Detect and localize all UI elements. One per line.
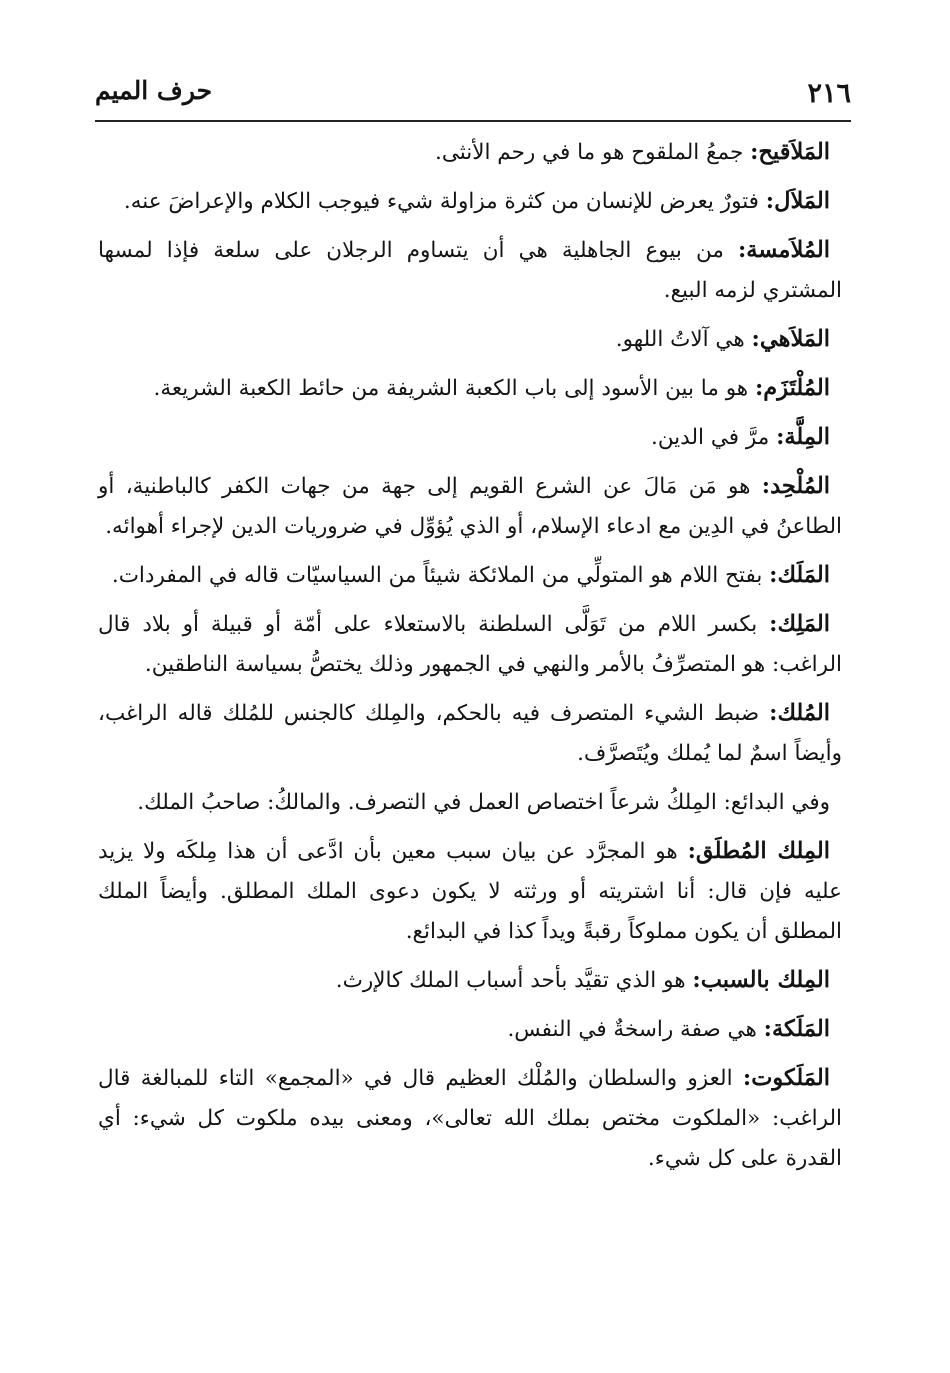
entry-term: المُلْتَزَم: bbox=[754, 375, 830, 401]
entry-term: المُلاَمسة: bbox=[737, 237, 830, 263]
entry-definition: هو الذي تقيَّد بأحد أسباب الملك كالإرث. bbox=[335, 968, 693, 993]
entry-definition: مرَّ في الدين. bbox=[650, 425, 777, 450]
entry-term: المَلاَهي: bbox=[751, 326, 830, 352]
entry-malaka bbox=[98, 1009, 842, 1050]
dictionary-body bbox=[98, 132, 842, 1187]
entry-malahi bbox=[98, 319, 842, 360]
entry-term: المَلَكة: bbox=[763, 1016, 830, 1042]
entry-term: المَلاَل: bbox=[765, 188, 830, 214]
entry-badai-note bbox=[98, 782, 842, 823]
entry-definition: بفتح اللام هو المتولِّي من الملائكة شيئاً من السياسيّات قاله في المفردات. bbox=[111, 563, 770, 588]
entry-definition: العزو والسلطان والمُلْك العظيم قال في «المجمع» التاء للمبالغة قال الراغب: «الملكوت مختص بملك الله تعالى»، ومعنى بيده ملكوت كل شيء: أي القدرة على كل شيء. bbox=[98, 1066, 842, 1171]
entry-term: المِلك المُطلَق: bbox=[687, 838, 831, 864]
entry-malaqih bbox=[98, 132, 842, 173]
entry-mulamasa bbox=[98, 230, 842, 311]
entry-malak bbox=[98, 555, 842, 596]
entry-definition: هو ما بين الأسود إلى باب الكعبة الشريفة من حائط الكعبة الشريعة. bbox=[153, 376, 755, 401]
page-number: ٢١٦ bbox=[807, 78, 851, 109]
entry-milk-bissabab bbox=[98, 960, 842, 1001]
entry-multazam bbox=[98, 368, 842, 409]
entry-definition: من بيوع الجاهلية هي أن يتساوم الرجلان على سلعة فإذا لمسها المشتري لزمه البيع. bbox=[98, 238, 842, 303]
entry-term: المَلِك: bbox=[769, 611, 830, 637]
entry-mulhid bbox=[98, 466, 842, 547]
entry-definition: وفي البدائع: المِلكُ شرعاً اختصاص العمل في التصرف. والمالكُ: صاحبُ الملك. bbox=[137, 790, 830, 815]
entry-term: المُلْحِد: bbox=[761, 473, 830, 499]
entry-definition: هو مَن مَالَ عن الشرع القويم إلى جهة من جهات الكفر كالباطنية، أو الطاعنُ في الدِين مع ادعاء الإسلام، أو الذي يُؤوِّل في ضروريات الدين لإجراء أهوائه. bbox=[98, 474, 842, 539]
entry-definition: بكسر اللام من تَوَلَّى السلطنة بالاستعلاء على أمّة أو قبيلة أو بلاد قال الراغب: هو المتصرِّفُ بالأمر والنهي في الجمهور وذلك يختصُّ بسياسة الناطقين. bbox=[98, 612, 842, 677]
entry-term: المَلَك: bbox=[769, 562, 830, 588]
entry-term: المَلَكوت: bbox=[742, 1065, 830, 1091]
entry-milk-mutlaq bbox=[98, 831, 842, 952]
entry-mulk bbox=[98, 693, 842, 774]
entry-definition: هي صفة راسخةٌ في النفس. bbox=[507, 1017, 764, 1042]
entry-definition: جمعُ الملقوح هو ما في رحم الأنثى. bbox=[434, 140, 751, 165]
entry-term: المِلَّة: bbox=[776, 424, 830, 450]
entry-malal bbox=[98, 181, 842, 222]
entry-term: المِلك بالسبب: bbox=[692, 967, 830, 993]
entry-definition: هو المجرَّد عن بيان سبب معين بأن ادَّعى أن هذا مِلكَه ولا يزيد عليه فإن قال: أنا اشتريته أو ورثته لا يكون دعوى الملك المطلق. وأيضاً الملك المطلق أن يكون مملوكاً رقبةً ويداً كذا في البدائع. bbox=[98, 839, 842, 944]
header-rule bbox=[95, 120, 851, 122]
entry-definition: هي آلاتُ اللهو. bbox=[615, 327, 752, 352]
entry-term: المُلك: bbox=[769, 700, 830, 726]
entry-term: المَلاَقيح: bbox=[750, 139, 830, 165]
entry-milla bbox=[98, 417, 842, 458]
entry-malakut bbox=[98, 1058, 842, 1179]
entry-malik bbox=[98, 604, 842, 685]
entry-definition: فتورٌ يعرض للإنسان من كثرة مزاولة شيء فيوجب الكلام والإعراضَ عنه. bbox=[123, 189, 766, 214]
running-head: حرف الميم bbox=[95, 76, 213, 105]
entry-definition: ضبط الشيء المتصرف فيه بالحكم، والمِلك كالجنس للمُلك قاله الراغب، وأيضاً اسمٌ لما يُملك ويُتَصرَّف. bbox=[98, 701, 842, 766]
page-header bbox=[95, 70, 851, 122]
